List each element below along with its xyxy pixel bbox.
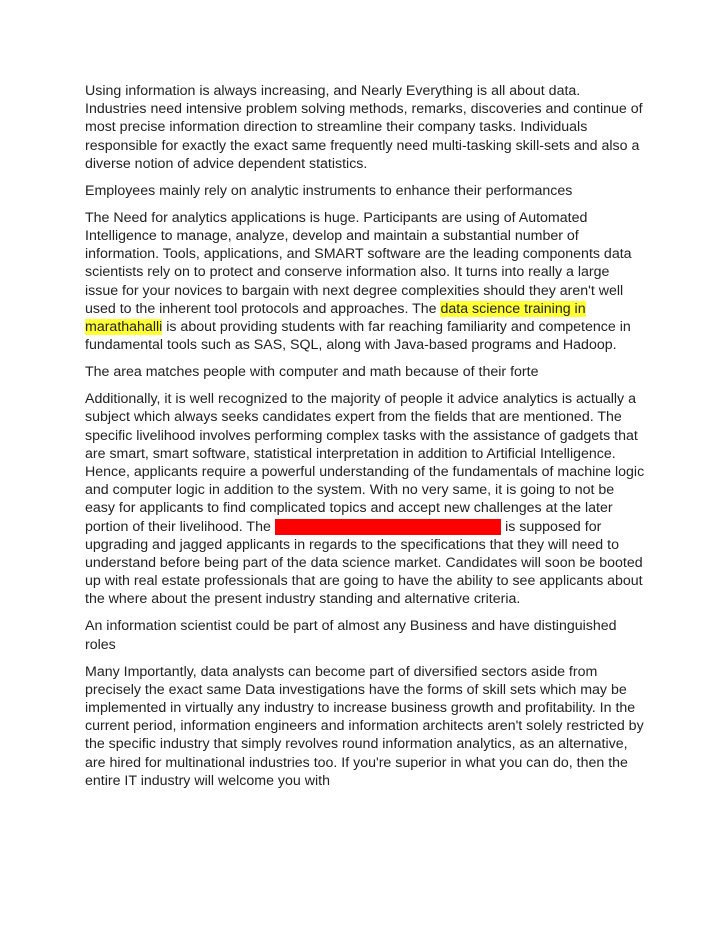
paragraph-additionally (85, 390, 645, 608)
paragraph-information-scientist: An information scientist could be part of almost any Business and have distinguished roles (85, 618, 617, 653)
training-link-highlighted[interactable]: data science training in marathahalli (85, 300, 586, 336)
paragraph-area-matches: The area matches people with computer and math because of their forte (85, 364, 539, 381)
paragraph-importantly: Many Importantly, data analysts can become part of diversified sectors aside from precisely the exact same Data investigations have the forms of skill sets which may be implemented in virtually any industry to increase business growth and profitability. In the current period, information engineers and information architects aren't solely restricted by the specific industry that simply revolves round information analytics, as an alternative, are hired for multinational industries too. If you're superior in what you can do, then the entire IT industry will welcome you with (85, 663, 644, 789)
paragraph-text: Additionally, it is well recognized to the majority of people it advice analytics is actually a subject which always seeks candidates expert from the fields that are mentioned. The specific livelihood involves performing complex tasks with the assistance of gadgets that are smart, smart software, statistical interpretation in addition to Artificial Intelligence. Hence, applicants require a powerful understanding of the fundamentals of machine logic and computer logic in addition to the system. With no very same, it is going to not be easy for applicants to find complicated topics and accept new challenges at the later portion of their livelihood. The (85, 391, 645, 535)
paragraph-intro: Using information is always increasing, and Nearly Everything is all about data. Industries need intensive problem solving methods, remarks, discoveries and continue of most precise information direction to streamline their company tasks. Individuals responsible for exactly the exact same frequently need multi-tasking skill-sets and also a diverse notion of advice dependent statistics. (85, 83, 643, 172)
training-link-redacted[interactable]: data science training in marathahalli (274, 518, 502, 535)
document-body (85, 82, 645, 799)
paragraph-text: is about providing students with far reaching familiarity and competence in fundamental tools such as SAS, SQL, along with Java-based programs and Hadoop. (85, 319, 631, 354)
paragraph-analytics-need (85, 209, 645, 355)
paragraph-text: The Need for analytics applications is huge. Participants are using of Automated Intelligence to manage, analyze, develop and maintain a substantial number of information. Tools, applications, and SMART software are the leading components data scientists rely on to protect and conserve information also. It turns into really a large issue for your novices to bargain with next degree complexities should they aren't well used to the inherent tool protocols and approaches. The (85, 209, 632, 317)
paragraph-text: is supposed for upgrading and jagged applicants in regards to the specifications that they will need to understand before being part of the data science market. Candidates will soon be booted up with real estate professionals that are going to have the ability to see applicants about the where about the present industry standing and alternative criteria. (85, 518, 643, 608)
paragraph-employees: Employees mainly rely on analytic instruments to enhance their performances (85, 182, 573, 199)
